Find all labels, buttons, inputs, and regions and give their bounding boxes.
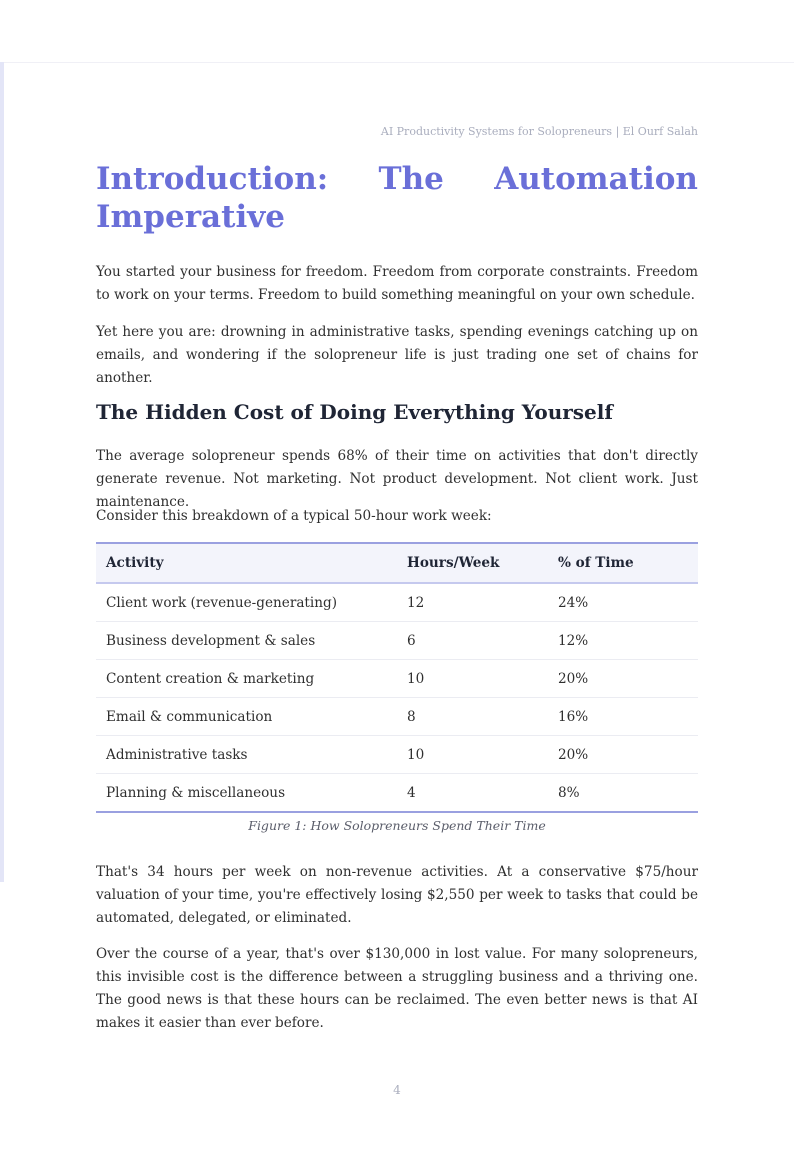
page-number: 4 [393, 1083, 401, 1097]
table-cell: 20% [548, 736, 698, 774]
table-row [96, 660, 698, 698]
intro-paragraph-1: You started your business for freedom. Freedom from corporate constraints. Freedom to work on your terms. Freedom to build something meaningful on your own schedule. [96, 264, 698, 303]
chapter-title-word: The [378, 161, 444, 197]
table-row [96, 774, 698, 813]
table-header-cell: Hours/Week [407, 555, 500, 571]
chapter-title-word: Introduction: [96, 161, 329, 197]
table-row [96, 622, 698, 660]
figure-caption: Figure 1: How Solopreneurs Spend Their Time [248, 818, 546, 833]
table-cell: 10 [397, 736, 548, 774]
table-cell: 12% [548, 622, 698, 660]
table-cell: Email & communication [96, 698, 397, 736]
table-cell: Client work (revenue-generating) [96, 583, 397, 622]
chapter-title-word: Automation [494, 161, 698, 197]
intro-paragraph-2: Yet here you are: drowning in administrative tasks, spending evenings catching up on emails, and wondering if the solopreneur life is just trading one set of chains for another. [96, 324, 698, 386]
table-header-cell: Activity [106, 555, 164, 571]
section-paragraph-2: Consider this breakdown of a typical 50-hour work week: [96, 508, 492, 524]
chapter-title-word: Imperative [96, 199, 285, 235]
table-cell: 4 [397, 774, 548, 813]
table-header-row [96, 543, 698, 583]
closing-paragraph-1: That's 34 hours per week on non-revenue activities. At a conservative $75/hour valuation of your time, you're effectively losing $2,550 per week to tasks that could be automated, delegated, or eliminated. [96, 864, 698, 926]
table-cell: 8% [548, 774, 698, 813]
table-row [96, 583, 698, 622]
table-cell: Planning & miscellaneous [96, 774, 397, 813]
running-header: AI Productivity Systems for Solopreneurs | El Ourf Salah [380, 125, 698, 138]
table-cell: 20% [548, 660, 698, 698]
table-cell: 16% [548, 698, 698, 736]
table-cell: Business development & sales [96, 622, 397, 660]
section-heading: The Hidden Cost of Doing Everything Yourself [96, 400, 613, 424]
table-cell: 12 [397, 583, 548, 622]
section-paragraph-1: The average solopreneur spends 68% of their time on activities that don't directly generate revenue. Not marketing. Not product development. Not client work. Just maintenance. [96, 448, 698, 510]
table-row [96, 736, 698, 774]
table-cell: 10 [397, 660, 548, 698]
closing-paragraph-2: Over the course of a year, that's over $130,000 in lost value. For many solopreneurs, this invisible cost is the difference between a struggling business and a thriving one. The good news is that these hours can be reclaimed. The even better news is that AI makes it easier than ever before. [96, 946, 698, 1031]
page-top-edge [0, 62, 794, 63]
table-cell: 6 [397, 622, 548, 660]
table-header-cell: % of Time [558, 555, 634, 571]
table-cell: 8 [397, 698, 548, 736]
table-cell: Administrative tasks [96, 736, 397, 774]
table-cell: 24% [548, 583, 698, 622]
chapter-title [96, 160, 698, 236]
time-breakdown-table [96, 542, 698, 813]
table-cell: Content creation & marketing [96, 660, 397, 698]
page-left-edge [0, 62, 4, 882]
table-row [96, 698, 698, 736]
